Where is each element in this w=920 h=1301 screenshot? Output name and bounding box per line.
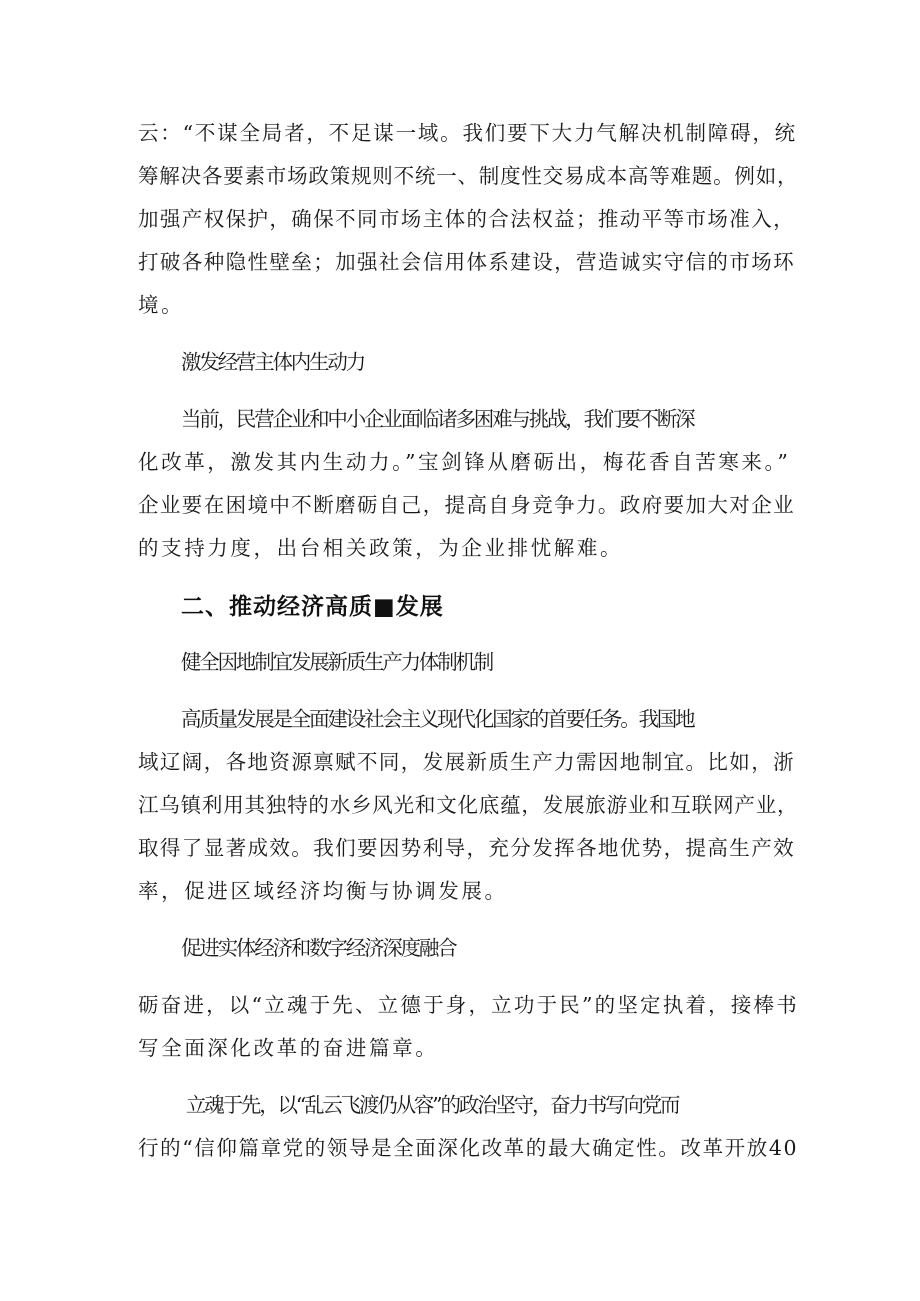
paragraph-2-line-2: 化改革，激发其内生动力。”宝剑锋从磨砺出，梅花香自苦寒来。”: [138, 450, 791, 474]
paragraph-5-line-1: 立魂于先，以“乱云飞渡仍从容”的政治坚守，奋力书写向党而: [186, 1093, 679, 1117]
paragraph-1-line-1: 云：“不谋全局者，不足谋一域。我们要下大力气解决机制障碍，统: [138, 121, 797, 145]
subheading-2: 健全因地制宜发展新质生产力体制机制: [181, 650, 493, 674]
subheading-1: 激发经营主体内生动力: [181, 350, 364, 374]
paragraph-2-line-1: 当前，民营企业和中小企业面临诸多困难与挑战，我们要不断深: [181, 407, 694, 431]
subheading-3: 促进实体经济和数字经济深度融合: [181, 936, 456, 960]
paragraph-2-line-3: 企业要在困境中不断磨砺自己，提高自身竞争力。政府要加大对企业: [138, 493, 795, 517]
section-heading-2: 二、推动经济高质■发展: [181, 594, 444, 620]
paragraph-3-line-2: 域辽阔，各地资源禀赋不同，发展新质生产力需因地制宜。比如，浙: [138, 750, 795, 774]
paragraph-1-line-5: 境。: [138, 293, 185, 317]
paragraph-3-line-4: 取得了显著成效。我们要因势利导，充分发挥各地优势，提高生产效: [138, 836, 795, 860]
paragraph-2-line-4: 的支持力度，出台相关政策，为企业排忧解难。: [138, 536, 624, 560]
paragraph-4-line-2: 写全面深化改革的奋进篇章。: [138, 1036, 439, 1060]
paragraph-1-line-2: 筹解决各要素市场政策规则不统一、制度性交易成本高等难题。例如，: [138, 164, 799, 188]
paragraph-4-line-1: 砺奋进，以“立魂于先、立德于身，立功于民”的坚定执着，接棒书: [138, 993, 799, 1017]
paragraph-3-line-1: 高质量发展是全面建设社会主义现代化国家的首要任务。我国地: [181, 707, 694, 731]
paragraph-1-line-4: 打破各种隐性壁垒；加强社会信用体系建设，营造诚实守信的市场环: [138, 250, 795, 274]
paragraph-3-line-3: 江乌镇利用其独特的水乡风光和文化底蕴，发展旅游业和互联网产业，: [138, 793, 799, 817]
paragraph-5-line-2: 行的“信仰篇章党的领导是全面深化改革的最大确定性。改革开放40: [138, 1136, 799, 1160]
paragraph-1-line-3: 加强产权保护，确保不同市场主体的合法权益；推动平等市场准入，: [138, 207, 795, 231]
paragraph-3-line-5: 率，促进区域经济均衡与协调发展。: [138, 879, 508, 903]
